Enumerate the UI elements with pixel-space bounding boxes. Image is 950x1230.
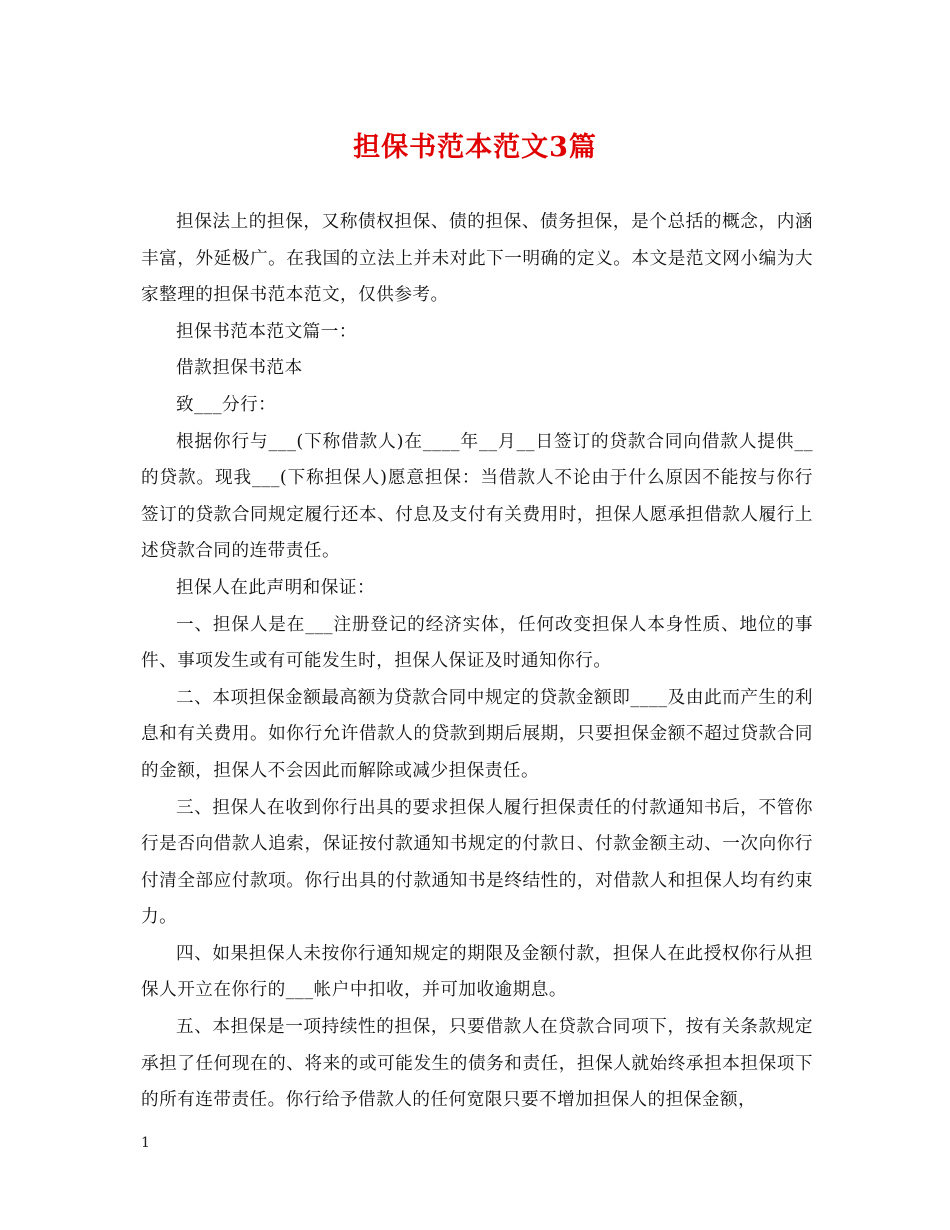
clause-4: 四、如果担保人未按你行通知规定的期限及金额付款，担保人在此授权你行从担保人开立在你行的___帐户中扣收，并可加收逾期息。	[141, 943, 813, 1001]
declaration-heading: 担保人在此声明和保证：	[176, 577, 376, 598]
document-title: 担保书范本范文3篇	[353, 132, 597, 163]
clause-2: 二、本项担保金额最高额为贷款合同中规定的贷款金额即____及由此而产生的利息和有关费用。如你行允许借款人的贷款到期后展期，只要担保金额不超过贷款合同的金额，担保人不会因此而解除或减少担保责任。	[141, 687, 813, 781]
clause-1: 一、担保人是在___注册登记的经济实体，任何改变担保人本身性质、地位的事件、事项发生或有可能发生时，担保人保证及时通知你行。	[141, 614, 813, 672]
intro-paragraph: 担保法上的担保，又称债权担保、债的担保、债务担保，是个总括的概念，内涵丰富，外延极广。在我国的立法上并未对此下一明确的定义。本文是范文网小编为大家整理的担保书范本范文，仅供参考。	[141, 212, 813, 306]
clause-5: 五、本担保是一项持续性的担保，只要借款人在贷款合同项下，按有关条款规定承担了任何现在的、将来的或可能发生的债务和责任，担保人就始终承担本担保项下的所有连带责任。你行给予借款人的任何宽限只要不增加担保人的担保金额，	[141, 1017, 813, 1111]
clause-3: 三、担保人在收到你行出具的要求担保人履行担保责任的付款通知书后，不管你行是否向借款人追索，保证按付款通知书规定的付款日、付款金额主动、一次向你行付清全部应付款项。你行出具的付款通知书是终结性的，对借款人和担保人均有约束力。	[141, 797, 813, 928]
addressee-line: 致___分行：	[176, 394, 277, 415]
document-body	[141, 204, 813, 1119]
body-paragraph: 根据你行与___(下称借款人)在____年__月__日签订的贷款合同向借款人提供__的贷款。现我___(下称担保人)愿意担保：当借款人不论由于什么原因不能按与你行签订的贷款合同规定履行还本、付息及支付有关费用时，担保人愿承担借款人履行上述贷款合同的连带责任。	[141, 431, 813, 562]
section-heading: 担保书范本范文篇一：	[176, 321, 357, 342]
page-number: 1	[141, 1135, 150, 1151]
subheading: 借款担保书范本	[176, 358, 303, 379]
